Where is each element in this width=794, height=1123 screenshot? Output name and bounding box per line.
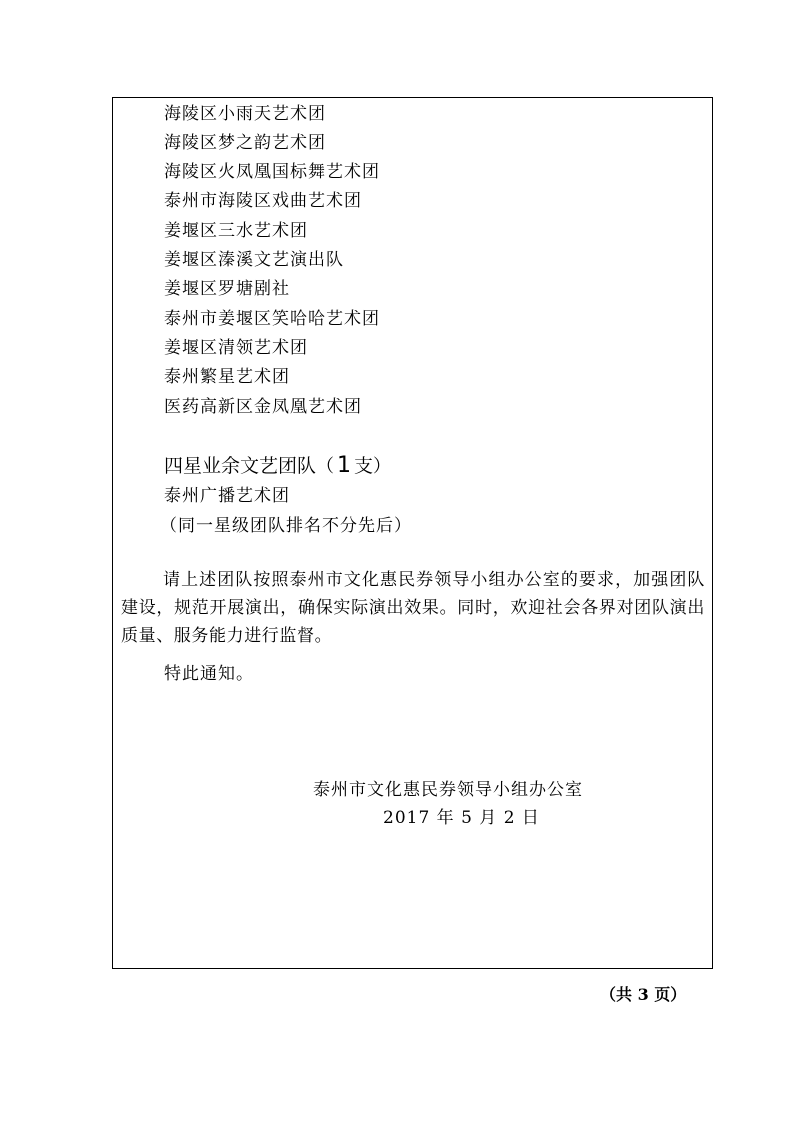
four-star-group: 泰州广播艺术团 <box>164 486 290 506</box>
list-item: 泰州繁星艺术团 <box>164 367 290 387</box>
list-item: 海陵区小雨天艺术团 <box>164 104 326 124</box>
closing-line: 特此通知。 <box>164 664 254 684</box>
list-item: 姜堰区罗塘剧社 <box>164 279 290 299</box>
page-count: （共 3 页） <box>600 985 687 1004</box>
list-item: 姜堰区清领艺术团 <box>164 338 308 358</box>
list-item: 姜堰区三水艺术团 <box>164 221 308 241</box>
heading-paren-close: ） <box>373 456 392 477</box>
list-item: 海陵区梦之韵艺术团 <box>164 133 326 153</box>
heading-paren-open: （ <box>316 456 335 477</box>
body-paragraph: 请上述团队按照泰州市文化惠民券领导小组办公室的要求，加强团队建设，规范开展演出，确保实际演出效果。同时，欢迎社会各界对团队演出质量、服务能力进行监督。 <box>121 570 705 646</box>
heading-count: 1 <box>337 453 352 478</box>
signature-org: 泰州市文化惠民券领导小组办公室 <box>313 780 583 800</box>
list-item: 泰州市海陵区戏曲艺术团 <box>164 191 362 211</box>
list-item: 泰州市姜堰区笑哈哈艺术团 <box>164 309 380 329</box>
four-star-heading <box>164 454 391 479</box>
four-star-heading-text: 四星业余文艺团队 <box>164 455 317 477</box>
list-item: 医药高新区金凤凰艺术团 <box>164 397 362 417</box>
list-item: 姜堰区溱溪文艺演出队 <box>164 250 344 270</box>
heading-unit: 支 <box>354 455 374 477</box>
list-item: 海陵区火凤凰国标舞艺术团 <box>164 162 380 182</box>
signature-date: 2017 年 5 月 2 日 <box>383 808 540 828</box>
ranking-note: （同一星级团队排名不分先后） <box>160 516 412 536</box>
